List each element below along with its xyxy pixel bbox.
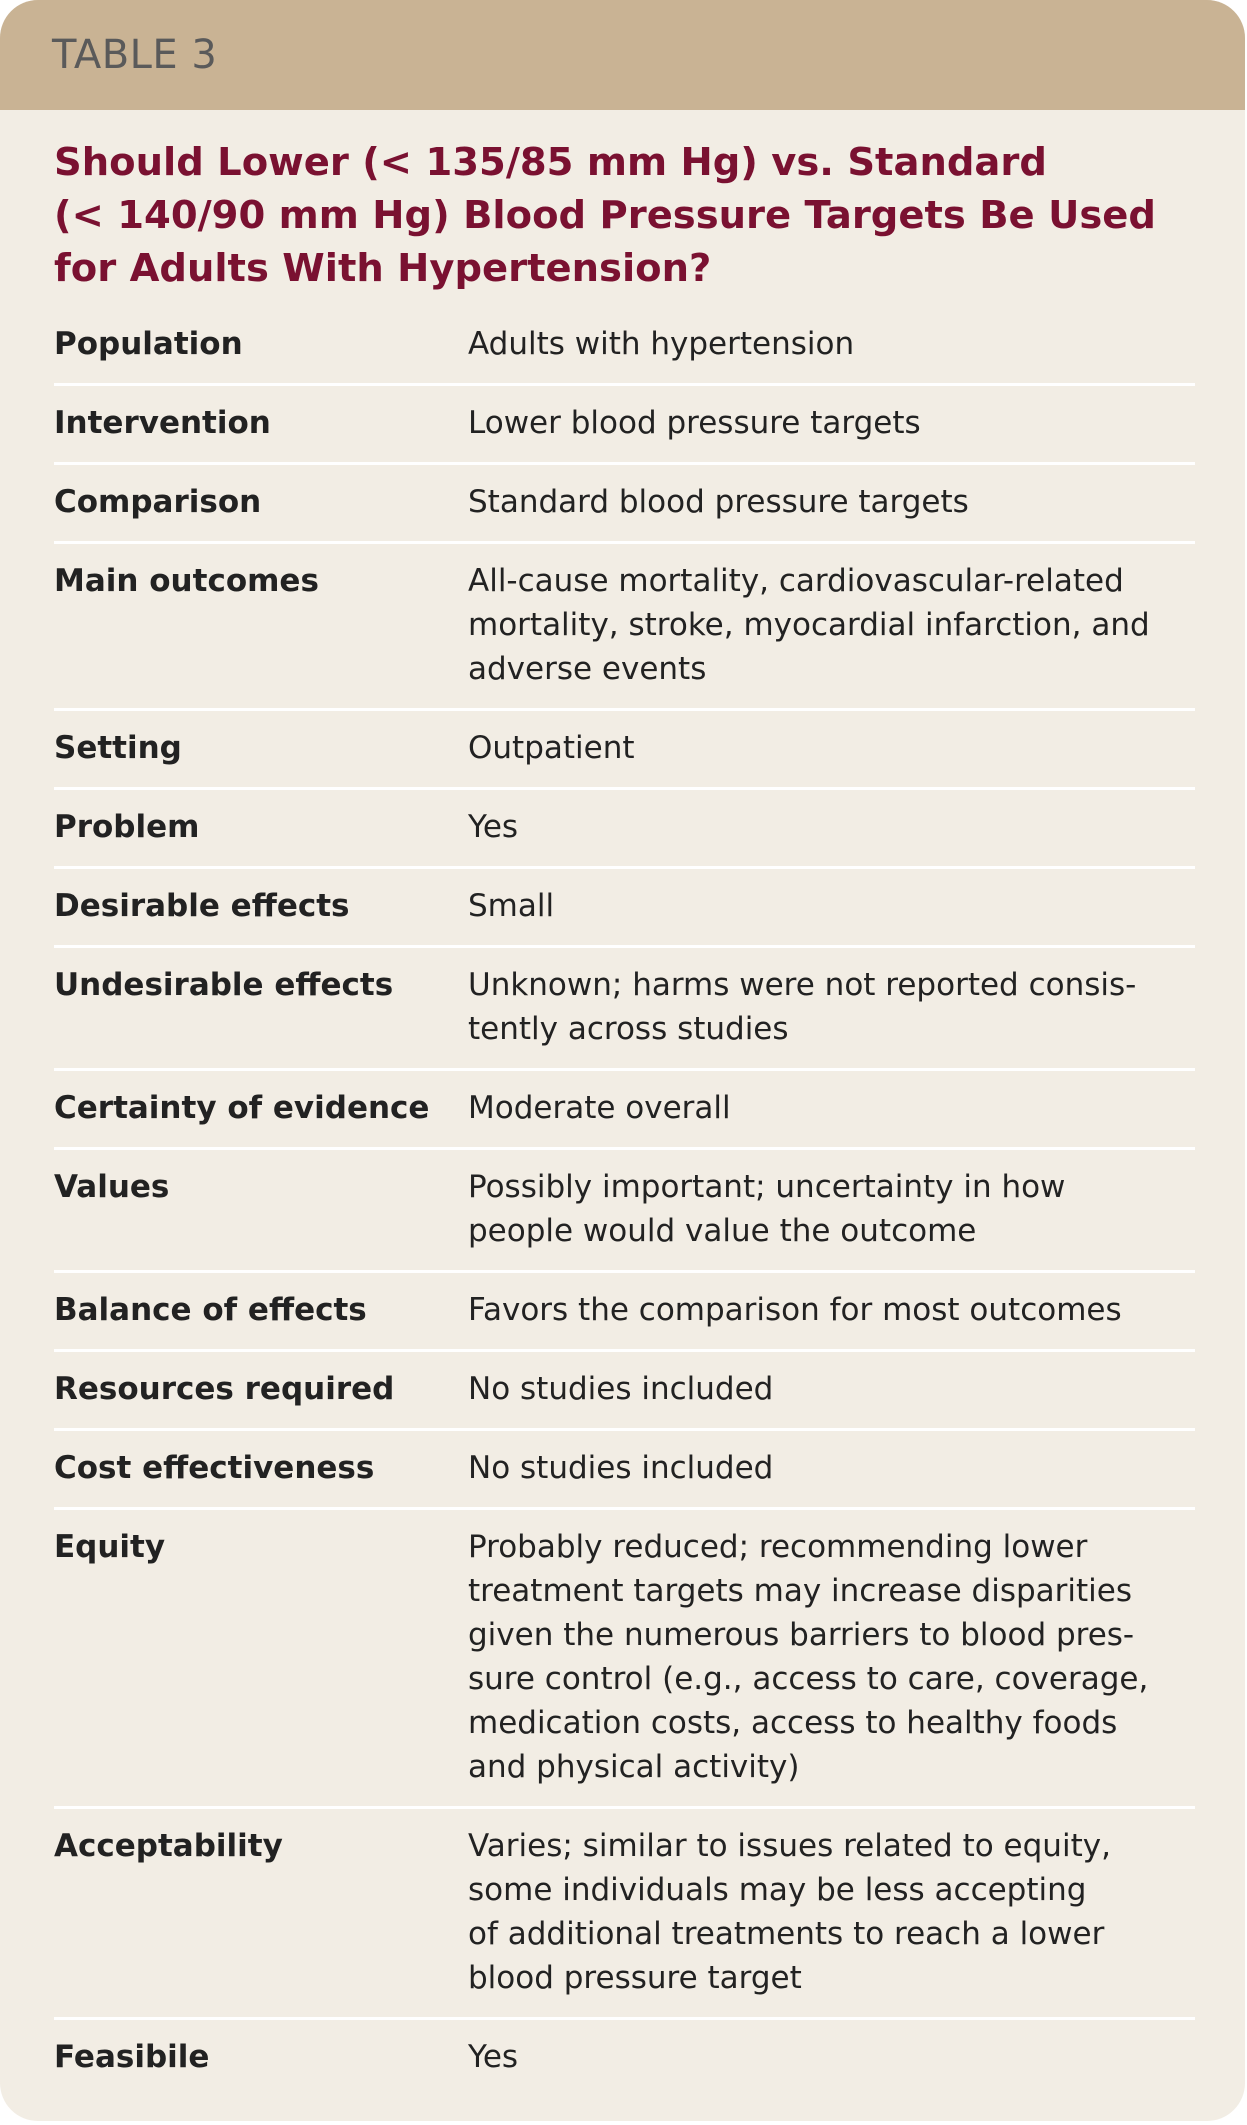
row-value: Yes [468,809,519,845]
row-value: Outpatient [468,730,635,766]
row-label: Cost effectiveness [54,1450,375,1486]
row-label: Equity [54,1529,166,1565]
row-label: Problem [54,809,200,845]
table-label: TABLE 3 [52,32,218,78]
row-label: Desirable effects [54,888,350,924]
row-value: Adults with hypertension [468,326,855,362]
row-label: Resources required [54,1371,395,1407]
table-row [54,1273,1195,1352]
table-row [54,465,1195,544]
row-value: Probably reduced; recommending lower treatment targets may increase disparities given the numerous barriers to blood pres- sure control (e.g., access to care, coverage, medication costs, access to healthy foods and physical activity) [468,1529,1149,1785]
table-title: Should Lower (< 135/85 mm Hg) vs. Standard (< 140/90 mm Hg) Blood Pressure Targets Be Used for Adults With Hypertension? [54,140,1156,291]
row-label: Acceptability [54,1828,283,1864]
table-row [54,711,1195,790]
table-header [0,0,1245,110]
row-label: Comparison [54,484,262,520]
row-value: Unknown; harms were not reported consis- tently across studies [468,967,1137,1047]
row-label: Balance of effects [54,1292,367,1328]
table-row [54,2020,1195,2096]
row-value: Small [468,888,555,924]
row-label: Values [54,1169,170,1205]
row-value: No studies included [468,1371,774,1407]
row-value: All-cause mortality, cardiovascular-related mortality, stroke, myocardial infarction, and adverse events [468,563,1150,687]
row-label: Undesirable effects [54,967,394,1003]
row-label: Intervention [54,405,271,441]
row-label: Feasibile [54,2039,210,2075]
table-row [54,1431,1195,1510]
row-value: No studies included [468,1450,774,1486]
table-row [54,790,1195,869]
table-row [54,948,1195,1071]
table-row [54,1150,1195,1273]
row-value: Lower blood pressure targets [468,405,921,441]
row-value: Moderate overall [468,1090,731,1126]
row-value: Standard blood pressure targets [468,484,969,520]
table-rows [54,307,1195,2096]
row-label: Certainty of evidence [54,1090,430,1126]
row-label: Main outcomes [54,563,319,599]
row-value: Varies; similar to issues related to equity, some individuals may be less accepting of additional treatments to reach a lower blood pressure target [468,1828,1111,1996]
table-row [54,1809,1195,2020]
table-row [54,544,1195,711]
table-row [54,1352,1195,1431]
row-label: Setting [54,730,182,766]
table-row [54,386,1195,465]
table-row [54,869,1195,948]
table-row [54,307,1195,386]
row-value: Yes [468,2039,519,2075]
row-value: Favors the comparison for most outcomes [468,1292,1122,1328]
row-value: Possibly important; uncertainty in how people would value the outcome [468,1169,1066,1249]
row-label: Population [54,326,243,362]
table-row [54,1071,1195,1150]
table-row [54,1510,1195,1809]
